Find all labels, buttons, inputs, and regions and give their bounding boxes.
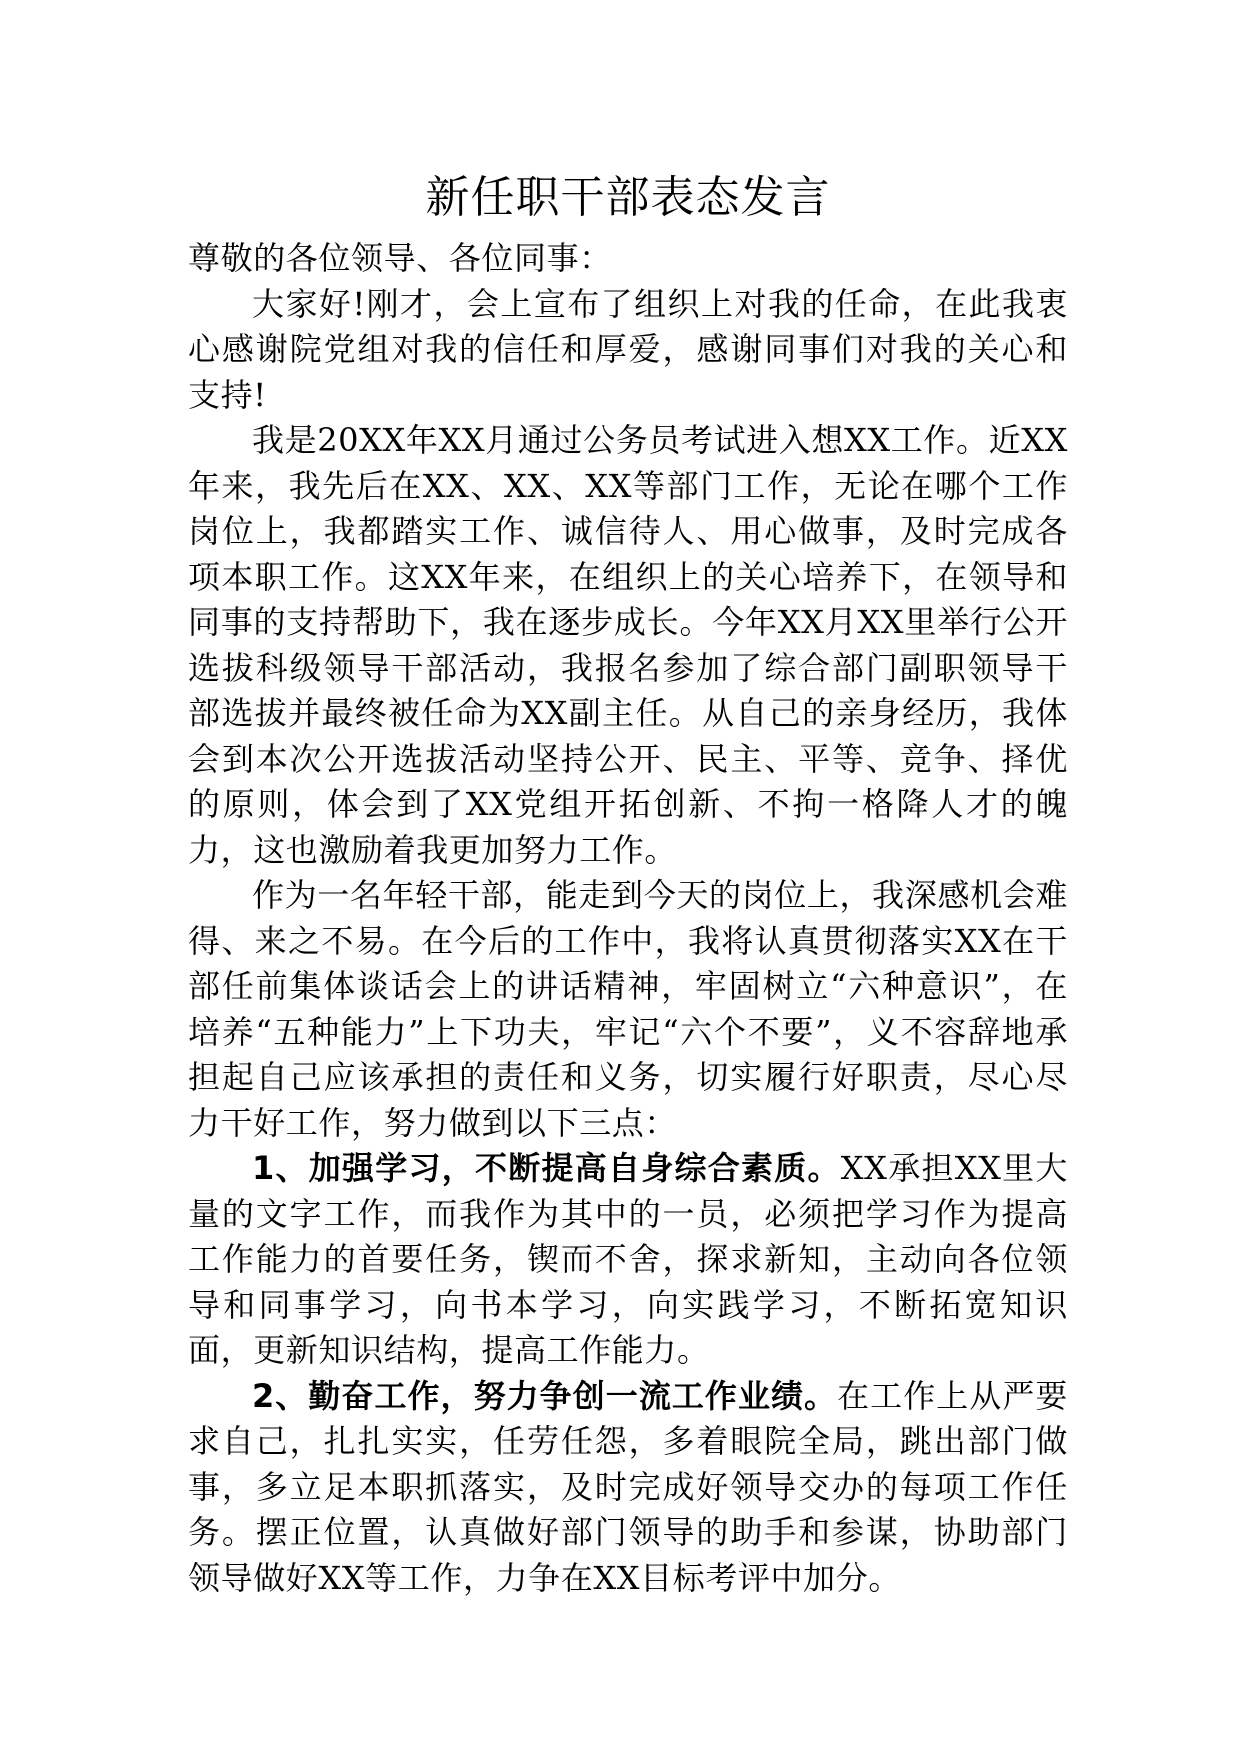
point-heading: 2、勤奋工作，努力争创一流工作业绩。 [252, 1376, 838, 1415]
document-title: 新任职干部表态发言 [425, 172, 831, 223]
point-heading: 1、加强学习，不断提高自身综合素质。 [252, 1149, 841, 1187]
document-body [188, 170, 1068, 1601]
paragraph-text: 作为一名年轻干部，能走到今天的岗位上，我深感机会难得、来之不易。在今后的工作中，我将认真贯彻落实XX在干部任前集体谈话会上的讲话精神，牢固树立“六种意识”，在培养“五种能力”上下功夫，牢记“六个不要”，义不容辞地承担起自己应该承担的责任和义务，切实履行好职责，尽心尽力干好工作，努力做到以下三点： [188, 876, 1068, 1142]
paragraph-text: 大家好!刚才，会上宣布了组织上对我的任命，在此我衷心感谢院党组对我的信任和厚爱，感谢同事们对我的关心和支持! [188, 284, 1068, 414]
paragraph-point-2 [188, 1374, 1068, 1602]
salutation: 尊敬的各位领导、各位同事： [188, 239, 612, 277]
paragraph-text: 在工作上从严要求自己，扎扎实实，任劳任怨，多着眼院全局，跳出部门做事，多立足本职抓落实，及时完成好领导交办的每项工作任务。摆正位置，认真做好部门领导的助手和参谋，协助部门领导做好XX等工作，力争在XX目标考评中加分。 [188, 1376, 1068, 1597]
paragraph-commitment [188, 873, 1068, 1146]
paragraph-text: XX承担XX里大量的文字工作，而我作为其中的一员，必须把学习作为提高工作能力的首要任务，锲而不舍，探求新知，主动向各位领导和同事学习，向书本学习，向实践学习，不断拓宽知识面，更新知识结构，提高工作能力。 [188, 1149, 1068, 1369]
paragraph-background [188, 418, 1068, 873]
paragraph-text: 我是20XX年XX月通过公务员考试进入想XX工作。近XX年来，我先后在XX、XX、XX等部门工作，无论在哪个工作岗位上，我都踏实工作、诚信待人、用心做事，及时完成各项本职工作。这XX年来，在组织上的关心培养下，在领导和同事的支持帮助下，我在逐步成长。今年XX月XX里举行公开选拔科级领导干部活动，我报名参加了综合部门副职领导干部选拔并最终被任命为XX副主任。从自己的亲身经历，我体会到本次公开选拔活动坚持公开、民主、平等、竞争、择优的原则，体会到了XX党组开拓创新、不拘一格降人才的魄力，这也激励着我更加努力工作。 [188, 421, 1068, 869]
paragraph-point-1 [188, 1146, 1068, 1374]
paragraph-greeting [188, 282, 1068, 419]
